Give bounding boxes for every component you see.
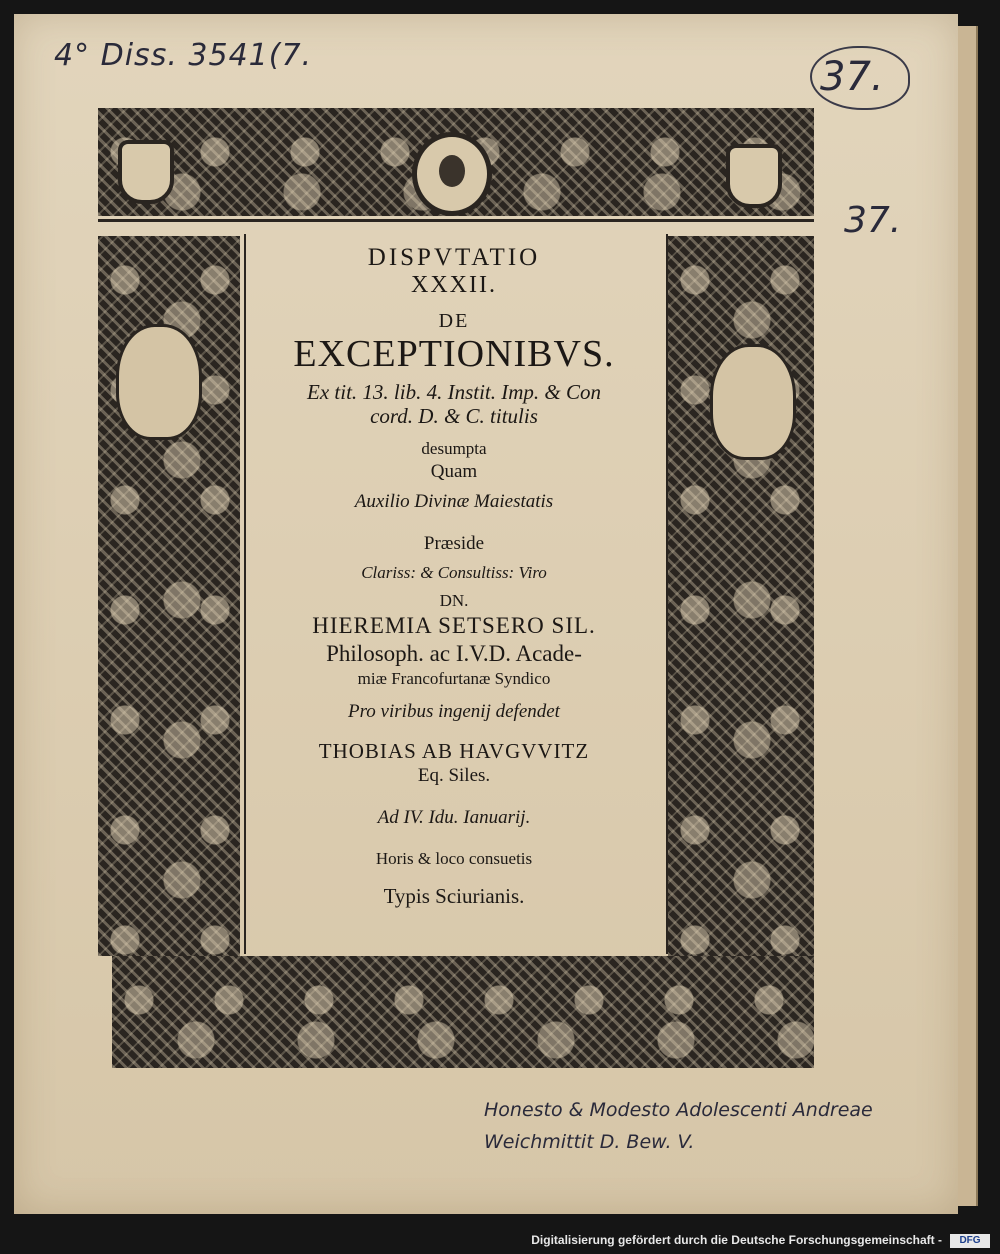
de-line: DE [438, 310, 470, 332]
printer-line: Typis Sciurianis. [383, 884, 525, 908]
vase-ornament-right [726, 144, 782, 208]
date-line: Ad IV. Idu. Ianuarij. [377, 807, 531, 828]
digitization-footer [0, 1228, 1000, 1254]
viro-line: Clariss: & Consultiss: Viro [361, 563, 547, 582]
dfg-logo-icon: DFG [950, 1234, 990, 1248]
cherub-ornament-right [710, 344, 796, 460]
praeside-line: Præside [423, 533, 485, 554]
disputatio-heading: DISPVTATIO [367, 244, 541, 271]
auxilio-line: Auxilio Divinæ Maiestatis [354, 491, 554, 512]
second-number-annotation: 37. [844, 200, 902, 241]
source-line-2: cord. D. & C. titulis [370, 404, 538, 428]
praeses-title-line-1: Philosoph. ac I.V.D. Acade- [326, 641, 582, 666]
source-line-1: Ex tit. 13. lib. 4. Instit. Imp. & Con [307, 380, 601, 404]
respondent-name: THOBIAS AB HAVGVVITZ [318, 739, 590, 763]
vase-ornament-left [118, 140, 174, 204]
praeses-title-line-2: miæ Francofurtanæ Syndico [357, 669, 551, 688]
defendet-line: Pro viribus ingenij defendet [348, 701, 560, 722]
woodcut-bottom-border [112, 956, 814, 1068]
respondent-title: Eq. Siles. [417, 765, 491, 786]
dedication-annotation: Honesto & Modesto Adolescenti Andreae Weichmittit D. Bew. V. [484, 1099, 873, 1153]
place-line: Horis & loco consuetis [375, 849, 533, 868]
main-title: EXCEPTIONIBVS. [293, 333, 615, 375]
cherub-ornament-left [116, 324, 202, 440]
disputation-number: XXXII. [411, 272, 497, 298]
dn-line: DN. [439, 591, 469, 610]
funding-credit: Digitalisierung gefördert durch die Deutsche Forschungsgemeinschaft - [531, 1233, 942, 1247]
praeses-name: HIEREMIA SETSERO SIL. [312, 613, 596, 638]
title-page [14, 14, 958, 1214]
face-medallion [412, 132, 492, 216]
quam-line: Quam [430, 461, 478, 482]
top-rule [98, 219, 814, 222]
shelfmark-annotation: 4° Diss. 3541(7. [54, 38, 313, 73]
title-text-block [250, 240, 658, 908]
circled-number-annotation: 37. [820, 54, 884, 100]
desumpta-line: desumpta [421, 439, 487, 458]
